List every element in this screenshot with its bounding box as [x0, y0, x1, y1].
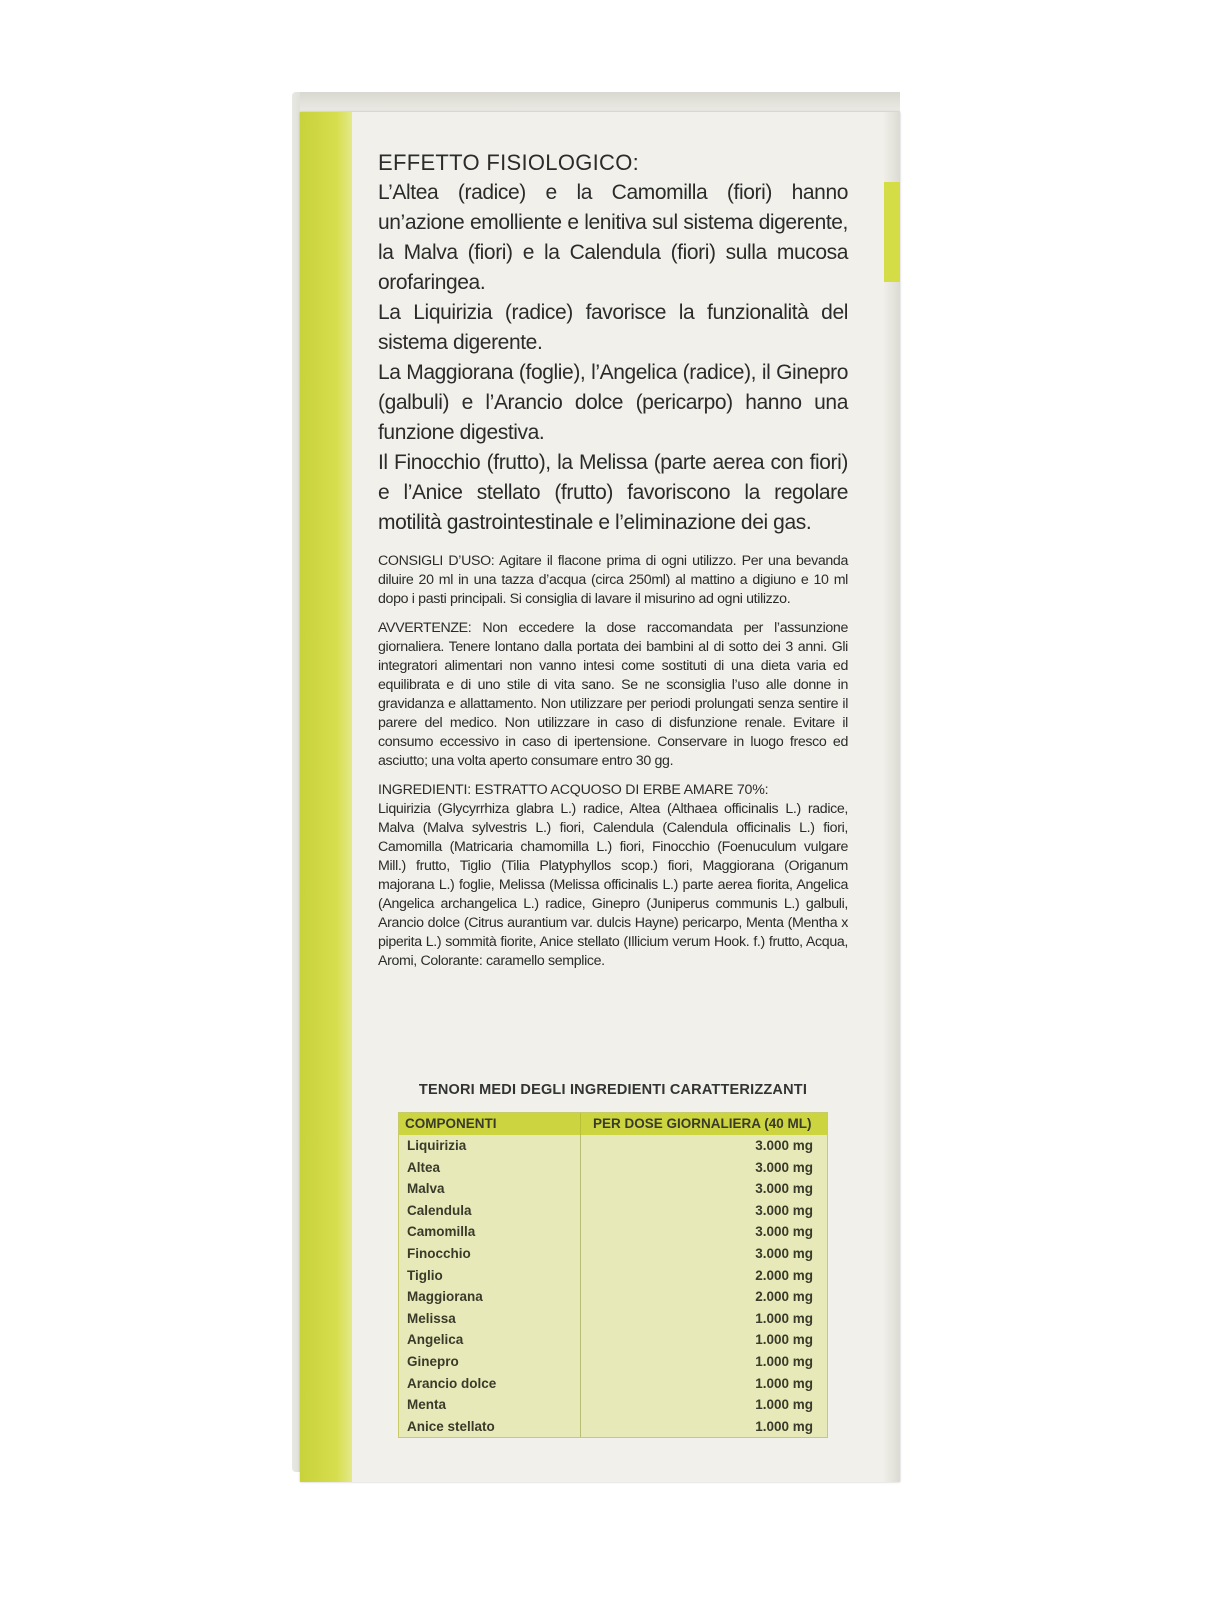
- table-cell-name: Calendula: [407, 1202, 472, 1218]
- label-text: [378, 150, 848, 971]
- effect-paragraph: L’Altea (radice) e la Camomilla (fiori) hanno un’azione emolliente e lenitiva sul sistema digerente, la Malva (fiori) e la Calendula (fiori) sulla mucosa orofaringea.: [378, 181, 848, 294]
- warnings-section: [378, 619, 848, 771]
- physiological-effect-section: [378, 150, 848, 538]
- table-cell-name: Anice stellato: [407, 1418, 495, 1434]
- table-cell-dose: 1.000 mg: [755, 1353, 813, 1369]
- physiological-effect-title: EFFETTO FISIOLOGICO:: [378, 150, 640, 175]
- effect-paragraph: Il Finocchio (frutto), la Melissa (parte aerea con fiori) e l’Anice stellato (frutto) favoriscono la regolare motilità gastrointestinale e l’eliminazione dei gas.: [378, 451, 848, 534]
- table-cell-name: Tiglio: [407, 1267, 443, 1283]
- components-column: [399, 1135, 581, 1437]
- warnings-text: AVVERTENZE: Non eccedere la dose raccomandata per l’assunzione giornaliera. Tenere lontano dalla portata dei bambini al di sotto dei 3 anni. Gli integratori alimentari non vanno intesi come sostituti di una dieta varia ed equilibrata e di uno stile di vita sano. Se ne sconsiglia l’uso alle donne in gravidanza e allattamento. Non utilizzare per periodi prolungati senza sentire il parere del medico. Non utilizzare in caso di disfunzione renale. Evitare il consumo eccessivo in caso di ipertensione. Conservare in luogo fresco ed asciutto; una volta aperto consumare entro 30 gg.: [378, 620, 848, 769]
- table-cell-dose: 1.000 mg: [755, 1332, 813, 1348]
- table-cell-dose: 1.000 mg: [755, 1418, 813, 1434]
- table-cell-dose: 3.000 mg: [755, 1202, 813, 1218]
- effect-paragraph: La Liquirizia (radice) favorisce la funzionalità del sistema digerente.: [378, 301, 848, 354]
- table-cell-name: Finocchio: [407, 1245, 471, 1261]
- table-cell-dose: 1.000 mg: [755, 1310, 813, 1326]
- table-cell-name: Arancio dolce: [407, 1375, 497, 1391]
- table-cell-dose: 3.000 mg: [755, 1181, 813, 1197]
- ingredients-section: [378, 781, 848, 971]
- table-cell-name: Malva: [407, 1181, 445, 1197]
- table-cell-name: Maggiorana: [407, 1289, 483, 1305]
- green-stripe: [300, 112, 352, 1482]
- nutrition-table: [398, 1112, 828, 1438]
- ingredients-heading: INGREDIENTI: ESTRATTO ACQUOSO DI ERBE AMARE 70%:: [378, 782, 769, 798]
- usage-section: [378, 552, 848, 609]
- header-daily-dose: PER DOSE GIORNALIERA (40 ML): [593, 1116, 812, 1131]
- ingredients-text: Liquirizia (Glycyrrhiza glabra L.) radice, Altea (Althaea officinalis L.) radice, Malva (Malva sylvestris L.) fiori, Calendula (Calendula officinalis L.) fiori, Camomilla (Matricaria chamomilla L.) fiori, Finocchio (Foenuculum vulgare Mill.) frutto, Tiglio (Tilia Platyphyllos scop.) fiori, Maggiorana (Origanum majorana L.) foglie, Melissa (Melissa officinalis L.) parte aerea fiorita, Angelica (Angelica archangelica L.) radice, Ginepro (Juniperus communis L.) galbuli, Arancio dolce (Citrus aurantium var. dulcis Hayne) pericarpo, Menta (Mentha x piperita L.) sommità fiorite, Anice stellato (Illicium verum Hook. f.) frutto, Acqua, Aromi, Colorante: caramello semplice.: [378, 801, 848, 969]
- table-cell-dose: 3.000 mg: [755, 1138, 813, 1153]
- table-cell-dose: 1.000 mg: [755, 1375, 813, 1391]
- usage-text: CONSIGLI D’USO: Agitare il flacone prima di ogni utilizzo. Per una bevanda diluire 20 ml in una tazza d’acqua (circa 250ml) al mattino a digiuno e 10 ml dopo i pasti principali. Si consiglia di lavare il misurino ad ogni utilizzo.: [378, 553, 848, 607]
- table-body: [399, 1135, 827, 1437]
- table-cell-dose: 2.000 mg: [755, 1289, 813, 1305]
- table-title-wrap: [378, 1082, 848, 1098]
- header-components: COMPONENTI: [399, 1113, 581, 1135]
- table-cell-name: Camomilla: [407, 1224, 476, 1240]
- table-cell-name: Altea: [407, 1159, 441, 1175]
- table-cell-dose: 3.000 mg: [755, 1159, 813, 1175]
- table-cell-name: Melissa: [407, 1310, 456, 1326]
- table-cell-name: Angelica: [407, 1332, 464, 1348]
- table-cell-dose: 2.000 mg: [755, 1267, 813, 1283]
- table-cell-dose: 3.000 mg: [755, 1224, 813, 1240]
- table-cell-name: Liquirizia: [407, 1138, 467, 1153]
- table-cell-name: Menta: [407, 1397, 447, 1413]
- dose-column: [581, 1135, 827, 1437]
- effect-paragraph: La Maggiorana (foglie), l’Angelica (radice), il Ginepro (galbuli) e l’Arancio dolce (pericarpo) hanno una funzione digestiva.: [378, 361, 848, 444]
- green-flap: [884, 182, 900, 282]
- table-cell-name: Ginepro: [407, 1353, 459, 1369]
- box-right-edge: [884, 112, 900, 1482]
- table-title: TENORI MEDI DEGLI INGREDIENTI CARATTERIZZANTI: [418, 1082, 808, 1098]
- table-cell-dose: 1.000 mg: [755, 1397, 813, 1413]
- table-cell-dose: 3.000 mg: [755, 1245, 813, 1261]
- table-header: [399, 1113, 827, 1135]
